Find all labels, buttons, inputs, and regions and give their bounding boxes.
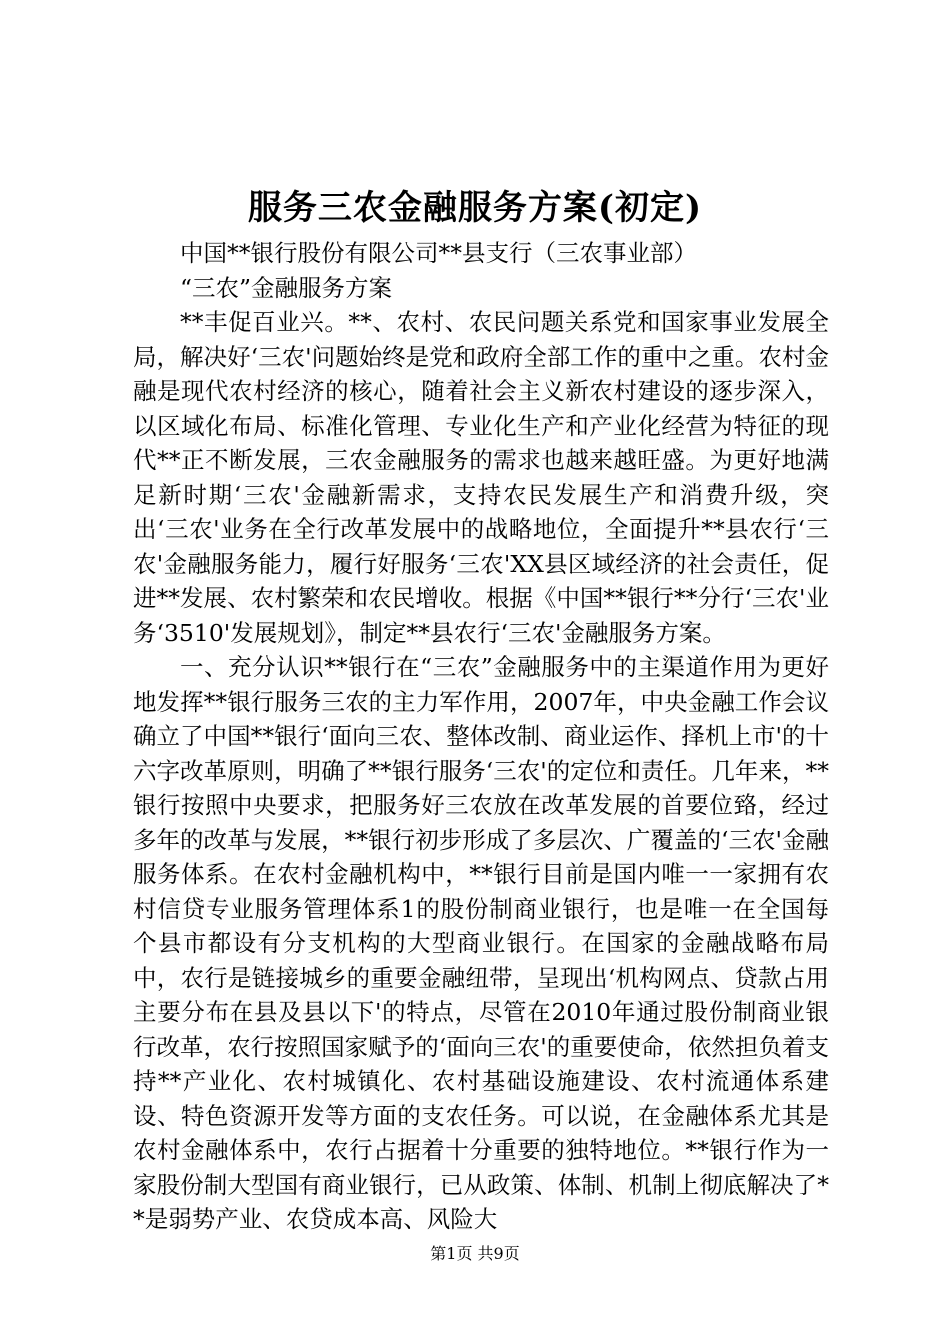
document-title: 服务三农金融服务方案(初定) bbox=[247, 188, 703, 228]
body-paragraph: “三农”金融服务方案 bbox=[180, 273, 393, 302]
body-paragraph: **丰促百业兴。**、农村、农民问题关系党和国家事业发展全局，解决好‘三农'问题始终是党和政府全部工作的重中之重。农村金融是现代农村经济的核心，随着社会主义新农村建设的逐步深入，以区域化布局、标准化管理、专业化生产和产业化经营为特征的现代**正不断发展，三农金融服务的需求也越来越旺盛。为更好地满足新时期‘三农'金融新需求，支持农民发展生产和消费升级，突出‘三农'业务在全行改革发展中的战略地位，全面提升**县农行‘三农'金融服务能力，履行好服务‘三农'XX县区域经济的社会责任，促进**发展、农村繁荣和农民增收。根据《中国**银行**分行‘三农'业务‘3510'发展规划》，制定**县农行‘三农'金融服务方案。 bbox=[133, 308, 829, 647]
body-paragraph: 中国**银行股份有限公司**县支行（三农事业部） bbox=[180, 239, 697, 267]
document-body bbox=[133, 236, 829, 1237]
page-footer: 第1页 共9页 bbox=[430, 1244, 520, 1263]
body-paragraph: 一、充分认识**银行在“三农”金融服务中的主渠道作用为更好地发挥**银行服务三农的主力军作用，2007年，中央金融工作会议确立了中国**银行‘面向三农、整体改制、商业运作、择机上市'的十六字改革原则，明确了**银行服务‘三农'的定位和责任。几年来，**银行按照中央要求，把服务好三农放在改革发展的首要位臵，经过多年的改革与发展，**银行初步形成了多层次、广覆盖的‘三农'金融服务体系。在农村金融机构中，**银行目前是国内唯一一家拥有农村信贷专业服务管理体系1的股份制商业银行，也是唯一在全国每个县市都设有分支机构的大型商业银行。在国家的金融战略布局中，农行是链接城乡的重要金融纽带，呈现出‘机构网点、贷款占用主要分布在县及县以下'的特点，尽管在2010年通过股份制商业银行改革，农行按照国家赋予的‘面向三农'的重要使命，依然担负着支持**产业化、农村城镇化、农村基础设施建设、农村流通体系建设、特色资源开发等方面的支农任务。可以说，在金融体系尤其是农村金融体系中，农行占据着十分重要的独特地位。**银行作为一家股份制大型国有商业银行，已从政策、体制、机制上彻底解决了**是弱势产业、农贷成本高、风险大 bbox=[133, 653, 829, 1233]
